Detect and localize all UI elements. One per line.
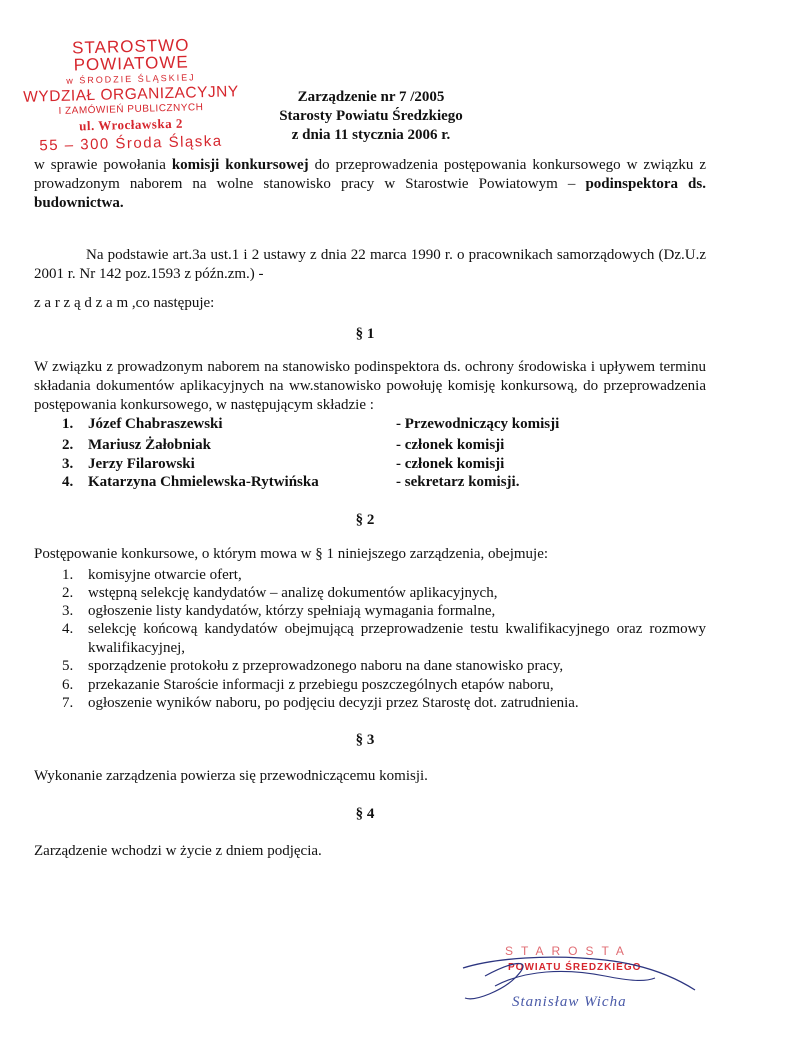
member-row — [62, 456, 702, 475]
member-row — [62, 474, 702, 493]
subject-text: do przeprowadzenia postępowania konkursowego w związku z prowadzonym naborem na wolne stanowisko pracy w Starostwie Powiatowym – — [34, 157, 707, 192]
member-row — [62, 416, 702, 435]
section1-intro: W związku z prowadzonym naborem na stanowisko podinspektora ds. ochrony środowiska i upływem terminu składania dokumentów aplikacyjnych na ww.stanowisko powołuję komisję konkursową, do przeprowadzenia postępowania konkursowego, w następującym składzie : — [34, 359, 706, 413]
signature-stamp-subtitle: POWIATU ŚREDZKIEGO — [508, 962, 642, 973]
member-name: Mariusz Żałobniak — [88, 437, 211, 453]
member-name: Katarzyna Chmielewska-Rytwińska — [88, 474, 319, 490]
subject-bold: podinspektora ds. budownictwa. — [34, 176, 706, 211]
subject-bold: komisji konkursowej — [171, 157, 309, 173]
list-text: sporządzenie protokołu z przeprowadzonego naboru na dane stanowisko pracy, — [88, 658, 564, 674]
list-text: ogłoszenie listy kandydatów, którzy spełniają wymagania formalne, — [88, 603, 496, 619]
legal-basis: Na podstawie art.3a ust.1 i 2 ustawy z dnia 22 marca 1990 r. o pracownikach samorządowych (Dz.U.z 2001 r. Nr 142 poz.1593 z późn.zm.) - — [34, 247, 706, 282]
subject-paragraph — [34, 156, 706, 213]
section-heading: § 4 — [355, 806, 375, 822]
member-role: - członek komisji — [396, 456, 505, 472]
stamp-line: ul. Wrocławska 2 — [78, 115, 184, 133]
list-number: 2. — [62, 585, 74, 601]
member-number: 3. — [62, 456, 74, 472]
document-issuer: Starosty Powiatu Średzkiego — [279, 108, 463, 124]
list-text: przekazanie Staroście informacji z przebiegu poszczególnych etapów naboru, — [88, 677, 554, 693]
document-header — [256, 88, 486, 145]
member-number: 4. — [62, 474, 74, 490]
document-title: Zarządzenie nr 7 /2005 — [297, 89, 445, 105]
stamp-line: 55 – 300 Środa Śląska — [39, 132, 223, 154]
section4-text: Zarządzenie wchodzi w życie z dniem podjęcia. — [34, 843, 322, 859]
signatory-name: Stanisław Wicha — [512, 994, 627, 1010]
section-heading: § 1 — [355, 326, 375, 342]
member-role: - Przewodniczący komisji — [396, 416, 560, 432]
signature-stamp-title: STAROSTA — [505, 944, 632, 958]
list-text: ogłoszenie wyników naboru, po podjęciu decyzji przez Starostę dot. zatrudnienia. — [88, 695, 579, 711]
institution-stamp — [22, 35, 240, 154]
section3-text: Wykonanie zarządzenia powierza się przewodniczącemu komisji. — [34, 768, 428, 784]
member-name: Jerzy Filarowski — [88, 456, 195, 472]
list-number: 1. — [62, 567, 74, 583]
section-heading: § 2 — [355, 512, 375, 528]
list-number: 6. — [62, 677, 74, 693]
member-number: 1. — [62, 416, 74, 432]
document-date: z dnia 11 stycznia 2006 r. — [291, 127, 451, 143]
stamp-line: WYDZIAŁ ORGANIZACYJNY — [23, 83, 239, 106]
list-number: 4. — [62, 621, 74, 637]
list-number: 7. — [62, 695, 74, 711]
member-role: - członek komisji — [396, 437, 505, 453]
list-text: komisyjne otwarcie ofert, — [88, 567, 242, 583]
subject-text: w sprawie powołania — [34, 157, 172, 173]
list-text: wstępną selekcję kandydatów – analizę dokumentów aplikacyjnych, — [88, 585, 498, 601]
decree-phrase: z a r z ą d z a m ,co następuje: — [34, 295, 215, 311]
list-number: 3. — [62, 603, 74, 619]
member-number: 2. — [62, 437, 74, 453]
list-number: 5. — [62, 658, 74, 674]
stamp-line: STAROSTWO POWIATOWE — [71, 35, 190, 75]
section-heading: § 3 — [355, 732, 375, 748]
stamp-line: w ŚRODZIE ŚLĄSKIEJ — [66, 72, 196, 86]
section2-intro: Postępowanie konkursowe, o którym mowa w § 1 niniejszego zarządzenia, obejmuje: — [34, 546, 549, 562]
list-text: selekcję końcową kandydatów obejmującą przeprowadzenie testu kwalifikacyjnego oraz rozmowy kwalifikacyjnej, — [88, 621, 706, 656]
stamp-line: I ZAMÓWIEŃ PUBLICZNYCH — [58, 101, 204, 117]
member-row — [62, 437, 702, 456]
member-name: Józef Chabraszewski — [88, 416, 223, 432]
member-role: - sekretarz komisji. — [396, 474, 520, 490]
